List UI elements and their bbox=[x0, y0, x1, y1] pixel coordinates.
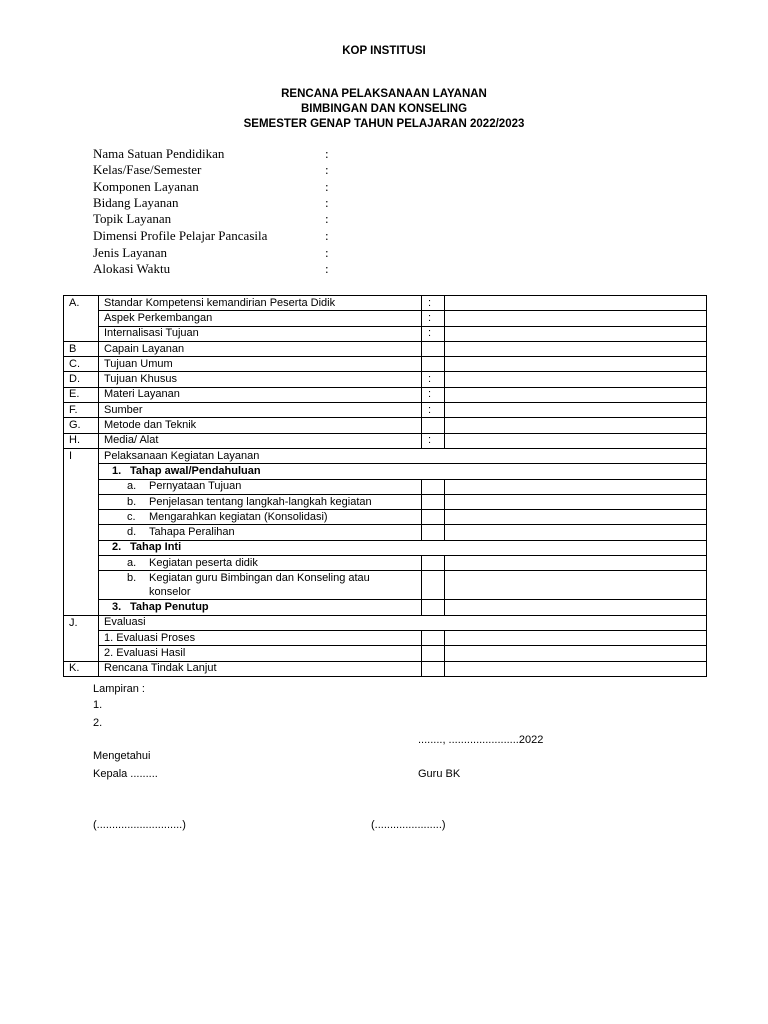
row-colon: : bbox=[422, 296, 445, 311]
row-label bbox=[99, 479, 422, 494]
stage-label: Tahap awal/Pendahuluan bbox=[130, 464, 261, 477]
info-colon: : bbox=[325, 195, 329, 210]
table-row bbox=[64, 510, 707, 525]
row-value bbox=[445, 357, 707, 372]
row-label: 2. Evaluasi Hasil bbox=[99, 646, 422, 661]
row-label: Media/ Alat bbox=[99, 433, 422, 448]
info-colon: : bbox=[325, 146, 329, 161]
info-colon: : bbox=[325, 228, 329, 243]
kop-institusi: KOP INSTITUSI bbox=[342, 45, 426, 57]
table-row bbox=[64, 433, 707, 448]
table-row bbox=[64, 600, 707, 615]
row-value bbox=[445, 372, 707, 387]
date-line: ........, .......................2022 bbox=[418, 734, 544, 746]
item-letter: a. bbox=[127, 480, 137, 493]
row-code: J. bbox=[64, 615, 99, 630]
item-letter: c. bbox=[127, 510, 136, 523]
row-value bbox=[445, 403, 707, 418]
stage-heading bbox=[99, 464, 707, 479]
row-value bbox=[445, 387, 707, 402]
table-row bbox=[64, 556, 707, 571]
row-value bbox=[445, 341, 707, 356]
item-letter: b. bbox=[127, 572, 137, 585]
table-row bbox=[64, 403, 707, 418]
row-code: F. bbox=[64, 403, 99, 418]
row-code: K. bbox=[64, 661, 99, 676]
row-code: G. bbox=[64, 418, 99, 433]
info-label: Bidang Layanan bbox=[93, 195, 179, 210]
info-colon: : bbox=[325, 179, 329, 194]
table-row bbox=[64, 448, 707, 463]
info-label: Alokasi Waktu bbox=[93, 261, 171, 276]
row-value bbox=[445, 418, 707, 433]
row-label: Evaluasi bbox=[99, 615, 707, 630]
row-colon: : bbox=[422, 403, 445, 418]
table-row bbox=[64, 296, 707, 311]
item-letter: a. bbox=[127, 556, 137, 569]
info-colon: : bbox=[325, 261, 329, 276]
row-colon: : bbox=[422, 326, 445, 341]
stage-label: Tahap Penutup bbox=[130, 600, 209, 613]
info-colon: : bbox=[325, 162, 329, 177]
table-row bbox=[64, 464, 707, 479]
info-label: Jenis Layanan bbox=[93, 245, 168, 260]
row-label: Tujuan Khusus bbox=[99, 372, 422, 387]
item-label: Mengarahkan kegiatan (Konsolidasi) bbox=[149, 510, 328, 523]
item-label: Tahapa Peralihan bbox=[149, 526, 235, 539]
item-label-cont: konselor bbox=[149, 586, 191, 599]
row-colon: : bbox=[422, 311, 445, 326]
row-label bbox=[99, 525, 422, 540]
row-label: Internalisasi Tujuan bbox=[99, 326, 422, 341]
row-code: A. bbox=[64, 296, 99, 311]
title-line-1: RENCANA PELAKSANAAN LAYANAN bbox=[281, 88, 487, 100]
kepala-label: Kepala ......... bbox=[93, 768, 158, 780]
row-colon: : bbox=[422, 433, 445, 448]
lampiran-item-1: 1. bbox=[93, 699, 103, 711]
row-code: D. bbox=[64, 372, 99, 387]
row-label: Standar Kompetensi kemandirian Peserta Didik bbox=[99, 296, 422, 311]
table-row bbox=[64, 646, 707, 661]
row-label: Tujuan Umum bbox=[99, 357, 422, 372]
info-label: Nama Satuan Pendidikan bbox=[93, 146, 225, 161]
row-code: B bbox=[64, 341, 99, 356]
table-row bbox=[64, 661, 707, 676]
table-row bbox=[64, 357, 707, 372]
row-label bbox=[99, 571, 422, 600]
signature-right: (......................) bbox=[371, 819, 446, 831]
stage-number: 3. bbox=[112, 600, 122, 613]
guru-bk-label: Guru BK bbox=[418, 768, 461, 780]
item-letter: d. bbox=[127, 526, 137, 539]
row-label: 1. Evaluasi Proses bbox=[99, 630, 422, 645]
row-label: Aspek Perkembangan bbox=[99, 311, 422, 326]
stage-heading bbox=[99, 540, 707, 555]
stage-label: Tahap Inti bbox=[130, 541, 182, 554]
info-label: Kelas/Fase/Semester bbox=[93, 162, 202, 177]
table-row bbox=[64, 326, 707, 341]
table-row bbox=[64, 387, 707, 402]
table-row bbox=[64, 525, 707, 540]
item-label: Kegiatan peserta didik bbox=[149, 556, 258, 569]
info-label: Komponen Layanan bbox=[93, 179, 199, 194]
row-value bbox=[445, 433, 707, 448]
row-label: Pelaksanaan Kegiatan Layanan bbox=[99, 448, 707, 463]
lampiran-item-2: 2. bbox=[93, 717, 103, 729]
row-label bbox=[99, 494, 422, 509]
row-label bbox=[99, 556, 422, 571]
row-value bbox=[445, 326, 707, 341]
item-label: Kegiatan guru Bimbingan dan Konseling atau bbox=[149, 572, 370, 585]
row-label: Sumber bbox=[99, 403, 422, 418]
table-row bbox=[64, 311, 707, 326]
table-row bbox=[64, 630, 707, 645]
table-row bbox=[64, 418, 707, 433]
item-letter: b. bbox=[127, 495, 137, 508]
info-colon: : bbox=[325, 245, 329, 260]
row-label: Metode dan Teknik bbox=[99, 418, 422, 433]
row-value bbox=[445, 296, 707, 311]
table-row bbox=[64, 479, 707, 494]
plan-table bbox=[63, 295, 707, 677]
title-line-2: BIMBINGAN DAN KONSELING bbox=[300, 103, 468, 115]
stage-number: 1. bbox=[112, 464, 122, 477]
row-code: H. bbox=[64, 433, 99, 448]
row-label: Materi Layanan bbox=[99, 387, 422, 402]
row-value bbox=[445, 311, 707, 326]
info-colon: : bbox=[325, 211, 329, 226]
row-code: C. bbox=[64, 357, 99, 372]
title-line-3: SEMESTER GENAP TAHUN PELAJARAN 2022/2023 bbox=[243, 118, 525, 130]
row-code: I bbox=[64, 448, 99, 463]
table-row bbox=[64, 615, 707, 630]
row-colon: : bbox=[422, 387, 445, 402]
signature-left: (............................) bbox=[93, 819, 186, 831]
row-label: Rencana Tindak Lanjut bbox=[99, 661, 422, 676]
item-label: Penjelasan tentang langkah-langkah kegiatan bbox=[149, 495, 372, 508]
row-label: Capain Layanan bbox=[99, 341, 422, 356]
table-row bbox=[64, 540, 707, 555]
item-label: Pernyataan Tujuan bbox=[149, 480, 242, 493]
info-label: Topik Layanan bbox=[93, 211, 172, 226]
table-row bbox=[64, 494, 707, 509]
stage-heading bbox=[99, 600, 422, 615]
row-code: E. bbox=[64, 387, 99, 402]
table-row bbox=[64, 571, 707, 600]
info-label: Dimensi Profile Pelajar Pancasila bbox=[93, 228, 268, 243]
table-row bbox=[64, 372, 707, 387]
mengetahui-label: Mengetahui bbox=[93, 750, 151, 762]
stage-number: 2. bbox=[112, 541, 122, 554]
row-colon: : bbox=[422, 372, 445, 387]
table-row bbox=[64, 341, 707, 356]
row-label bbox=[99, 510, 422, 525]
lampiran-label: Lampiran : bbox=[93, 683, 145, 695]
